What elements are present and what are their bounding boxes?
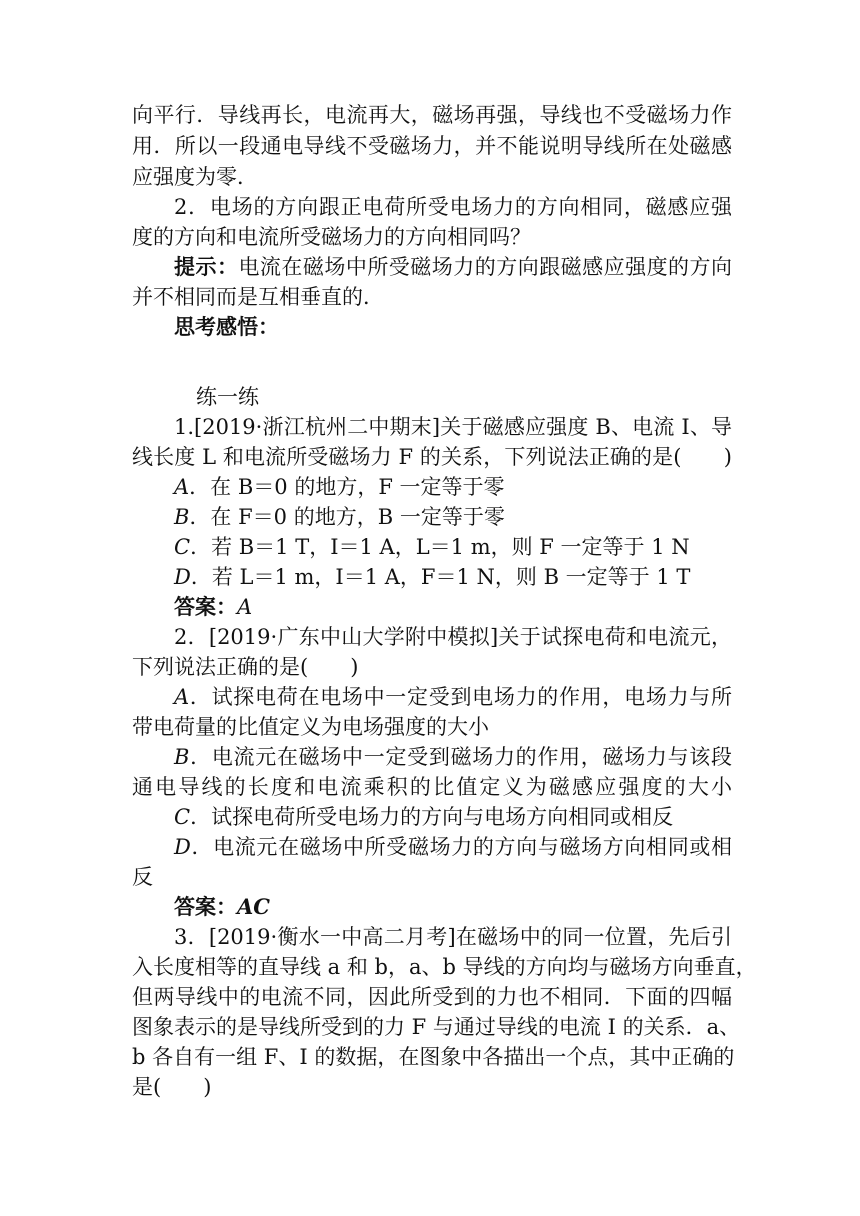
practice-heading: 练一练	[196, 385, 259, 409]
answer-label: 答案：	[174, 894, 237, 919]
p3-line-1: 3．[2019·衡水一中高二月考]在磁场中的同一位置，先后引	[174, 925, 732, 949]
reflection-label: 思考感悟：	[174, 314, 279, 339]
q2-hint-line-1	[174, 252, 732, 282]
option-label: C	[174, 535, 191, 559]
p2-option-b-line-2: 通电导线的长度和电流乘积的比值定义为磁感应强度的大小	[132, 775, 732, 799]
q2-line-1: 2．电场的方向跟正电荷所受电场力的方向相同，磁感应强	[174, 195, 732, 219]
p1-line-2: 线长度 L 和电流所受磁场力 F 的关系，下列说法正确的是( )	[132, 445, 732, 469]
intro-line-3: 应强度为零．	[132, 165, 258, 189]
p1-line-1: 1.[2019·浙江杭州二中期末]关于磁感应强度 B、电流 I、导	[174, 415, 732, 439]
p2-option-a-line-2: 带电荷量的比值定义为电场强度的大小	[132, 715, 489, 739]
answer-value: AC	[237, 894, 271, 919]
p3-line-3: 但两导线中的电流不同，因此所受到的力也不相同．下面的四幅	[132, 985, 732, 1009]
option-text: ．电流元在磁场中一定受到磁场力的作用，磁场力与该段	[189, 745, 732, 769]
p3-line-5: b 各自有一组 F、I 的数据，在图象中各描出一个点，其中正确的	[132, 1045, 735, 1069]
option-label: A	[174, 475, 190, 499]
answer-label: 答案：	[174, 594, 237, 619]
hint-text: 电流在磁场中所受磁场力的方向跟磁感应强度的方向	[238, 255, 733, 279]
option-label: D	[174, 835, 191, 859]
p1-option-a	[174, 472, 732, 502]
option-label: C	[174, 805, 191, 829]
option-text: ．电流元在磁场中所受磁场力的方向与磁场方向相同或相	[190, 835, 732, 859]
p1-option-b	[174, 502, 732, 532]
q2-line-2: 度的方向和电流所受磁场力的方向相同吗？	[132, 225, 531, 249]
option-text: ．在 F＝0 的地方，B 一定等于零	[189, 505, 505, 529]
answer-value: A	[237, 595, 253, 619]
option-label: B	[174, 745, 190, 769]
p2-option-b-line-1	[174, 742, 732, 772]
option-label: D	[174, 565, 191, 589]
option-label: B	[174, 505, 190, 529]
q2-hint-line-2: 并不相同而是互相垂直的．	[132, 285, 384, 309]
p3-line-2: 入长度相等的直导线 a 和 b，a、b 导线的方向均与磁场方向垂直，	[132, 955, 757, 979]
p2-option-d-line-1	[174, 832, 732, 862]
option-label: A	[174, 685, 190, 709]
p2-answer	[174, 892, 732, 922]
option-text: ．试探电荷所受电场力的方向与电场方向相同或相反	[190, 805, 674, 829]
p2-option-a-line-1	[174, 682, 732, 712]
p2-option-d-line-2: 反	[132, 865, 153, 889]
p3-line-6: 是( )	[132, 1075, 212, 1099]
intro-line-2: 用．所以一段通电导线不受磁场力，并不能说明导线所在处磁感	[132, 134, 732, 158]
p2-line-2: 下列说法正确的是( )	[132, 655, 359, 679]
p3-line-4: 图象表示的是导线所受到的力 F 与通过导线的电流 I 的关系．a、	[132, 1015, 741, 1039]
hint-label: 提示：	[174, 254, 239, 279]
option-text: ．在 B＝0 的地方，F 一定等于零	[189, 475, 505, 499]
intro-line-1: 向平行．导线再长，电流再大，磁场再强，导线也不受磁场力作	[132, 103, 732, 127]
option-text: ．若 L＝1 m，I＝1 A，F＝1 N，则 B 一定等于 1 T	[190, 565, 691, 589]
option-text: ．若 B＝1 T，I＝1 A，L＝1 m，则 F 一定等于 1 N	[190, 535, 690, 559]
p2-line-1: 2．[2019·广东中山大学附中模拟]关于试探电荷和电流元，	[174, 625, 732, 649]
p2-option-c	[174, 802, 732, 832]
p1-answer	[174, 592, 732, 622]
p1-option-d	[174, 562, 732, 592]
option-text: ．试探电荷在电场中一定受到电场力的作用，电场力与所	[189, 685, 732, 709]
p1-option-c	[174, 532, 732, 562]
